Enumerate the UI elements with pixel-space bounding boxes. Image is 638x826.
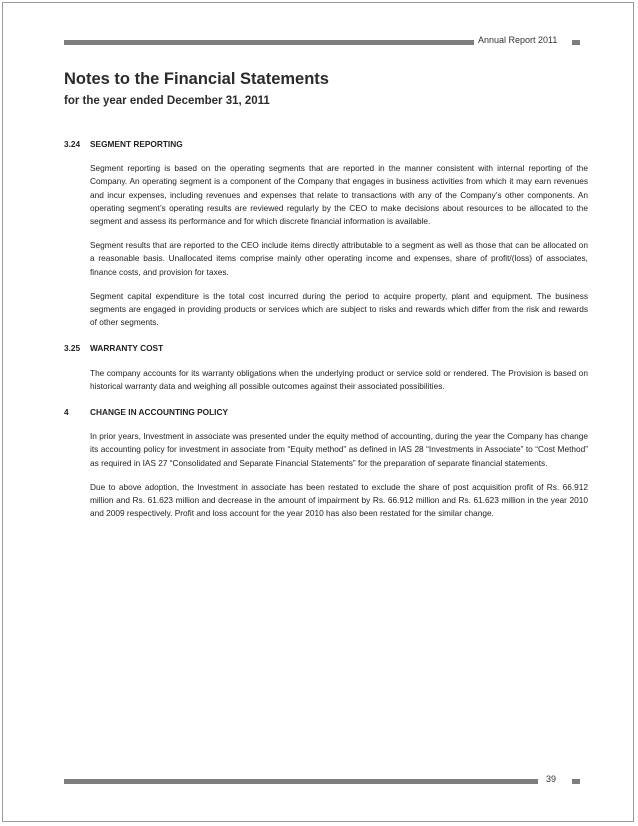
section-segment-reporting	[64, 138, 588, 329]
header-rule-end	[572, 40, 580, 45]
header-rule	[64, 40, 474, 45]
paragraph: Segment reporting is based on the operating segments that are reported in the manner consistent with internal reporting of the Company. An operating segment is a component of the Company that engages in business activities from which it may earn revenues and incur expenses, including revenues and expenses that relate to transactions with any of the Company’s other components. An operating segment’s operating results are reviewed regularly by the CEO to make decisions about resources to be allocated to the segment and assess its performance and for which discrete financial information is available.	[90, 163, 588, 227]
paragraph: In prior years, Investment in associate was presented under the equity method of accounting, during the year the Company has change its accounting policy for investment in associate from “Equity method” as defined in IAS 28 “Investments in Associate” to “Cost Method” as required in IAS 27 “Consolidated and Separate Financial Statements” for the preparation of separate financial statements.	[90, 431, 588, 468]
page-subtitle: for the year ended December 31, 2011	[64, 95, 270, 107]
section-heading	[64, 406, 588, 419]
paragraph: Segment capital expenditure is the total cost incurred during the period to acquire property, plant and equipment. The business segments are engaged in providing products or services which are subject to risks and rewards which differ from the risk and rewards of other segments.	[90, 290, 588, 328]
section-heading	[64, 138, 588, 151]
paragraph: The company accounts for its warranty obligations when the underlying product or service sold or rendered. The Provision is based on historical warranty data and weighing all possible outcomes against their associated possibilities.	[90, 367, 588, 391]
page-title: Notes to the Financial Statements	[64, 70, 329, 88]
footer-rule-end	[572, 779, 580, 784]
section-number: 4	[64, 407, 69, 418]
section-warranty-cost	[64, 342, 588, 393]
section-title: SEGMENT REPORTING	[90, 139, 183, 149]
footer-rule	[64, 779, 538, 784]
section-title: CHANGE IN ACCOUNTING POLICY	[90, 407, 228, 418]
paragraph: Due to above adoption, the Investment in associate has been restated to exclude the share of post acquisition profit of Rs. 66.912 million and Rs. 61.623 million and decrease in the amount of impairment by Rs. 66.912 million and Rs. 61.623 million in the year 2010 and 2009 respectively. Profit and loss account for the year 2010 has also been restated for the similar change.	[90, 481, 588, 519]
section-heading	[64, 342, 588, 355]
section-title: WARRANTY COST	[90, 343, 164, 354]
section-number: 3.24	[64, 139, 81, 149]
notes-body	[64, 138, 588, 533]
running-header: Annual Report 2011	[478, 35, 558, 45]
paragraph: Segment results that are reported to the CEO include items directly attributable to a segment as well as those that can be allocated on a reasonable basis. Unallocated items comprise mainly other operating income and expenses, share of profit/(loss) of associates, finance costs, and provision for taxes.	[90, 240, 588, 277]
section-accounting-policy	[64, 406, 588, 520]
section-number: 3.25	[64, 343, 81, 354]
page-number: 39	[546, 774, 557, 784]
